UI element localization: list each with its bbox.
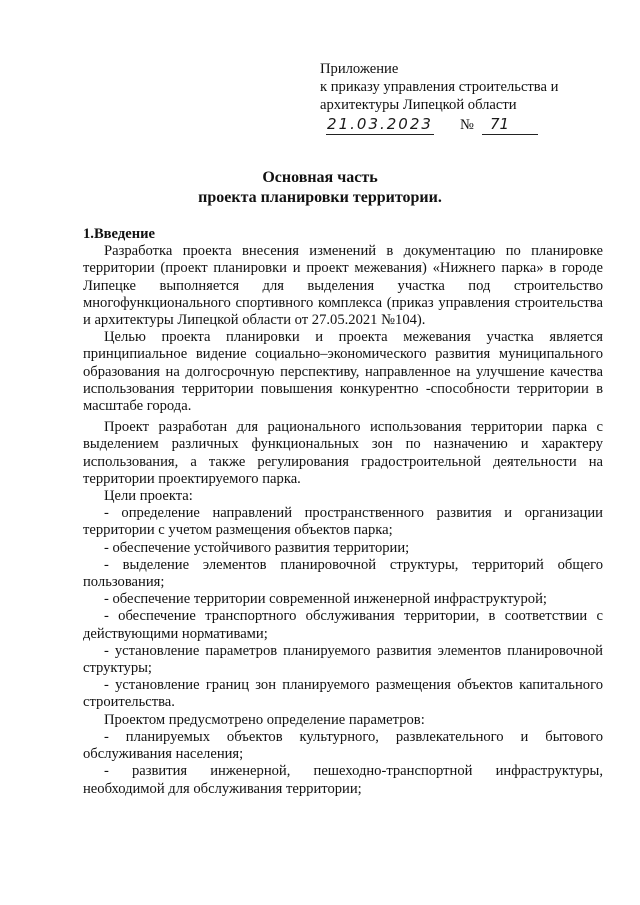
goal-item: - определение направлений пространственного развития и организации территории с учетом размещения объектов парка; xyxy=(83,505,603,539)
goal-item: - выделение элементов планировочной структуры, территорий общего пользования; xyxy=(83,556,603,591)
document-body xyxy=(83,226,603,798)
param-item: - развития инженерной, пешеходно-транспортной инфраструктуры, необходимой для обслуживания территории; xyxy=(83,763,603,797)
appendix-block xyxy=(320,60,620,136)
handwritten-date: 21.03.2023 xyxy=(327,115,433,133)
goals-label: Цели проекта: xyxy=(104,488,193,505)
params-label: Проектом предусмотрено определение параметров: xyxy=(104,711,425,728)
param-item: - планируемых объектов культурного, развлекательного и бытового обслуживания населения; xyxy=(83,728,603,763)
paragraph-1: Разработка проекта внесения изменений в документацию по планировке территории (проект планировки и проект межевания) «Нижнего парка» в городе Липецке выполняется для выделения участка под строительство многофункционального спортивного комплекса (приказ управления строительства и архитектуры Липецкой области от 27.05.2021 №104). xyxy=(83,243,603,329)
paragraph-2: Целью проекта планировки и проекта межевания участка является принципиальное видение социально–экономического развития муниципального образования на долгосрочную перспективу, направленное на улучшение качества использования территории повышения конкурентно -способности территории в масштабе города. xyxy=(83,329,603,415)
appendix-line-3: архитектуры Липецкой области xyxy=(320,97,517,113)
document-title-line-1: Основная часть xyxy=(262,169,378,186)
document-title-line-2: проекта планировки территории. xyxy=(198,189,442,206)
number-sign: № xyxy=(460,117,474,133)
goal-item: - обеспечение устойчивого развития территории; xyxy=(104,539,410,556)
handwritten-number: 71 xyxy=(482,114,538,135)
goal-item: - обеспечение транспортного обслуживания территории, в соответствии с действующими нормативами; xyxy=(83,608,603,642)
section-heading: 1.Введение xyxy=(83,226,155,242)
goal-item: - установление границ зон планируемого размещения объектов капитального строительства. xyxy=(83,677,603,711)
appendix-line-1: Приложение xyxy=(320,61,399,77)
appendix-date-number-line xyxy=(320,114,620,136)
paragraph-3: Проект разработан для рационального использования территории парка с выделением различных функциональных зон по назначению и характеру использования, а также регулирования градостроительной деятельности на территории проектируемого парка. xyxy=(83,419,603,487)
appendix-line-2: к приказу управления строительства и xyxy=(320,79,559,95)
goal-item: - обеспечение территории современной инженерной инфраструктурой; xyxy=(104,591,547,608)
goal-item: - установление параметров планируемого развития элементов планировочной структуры; xyxy=(83,642,603,677)
